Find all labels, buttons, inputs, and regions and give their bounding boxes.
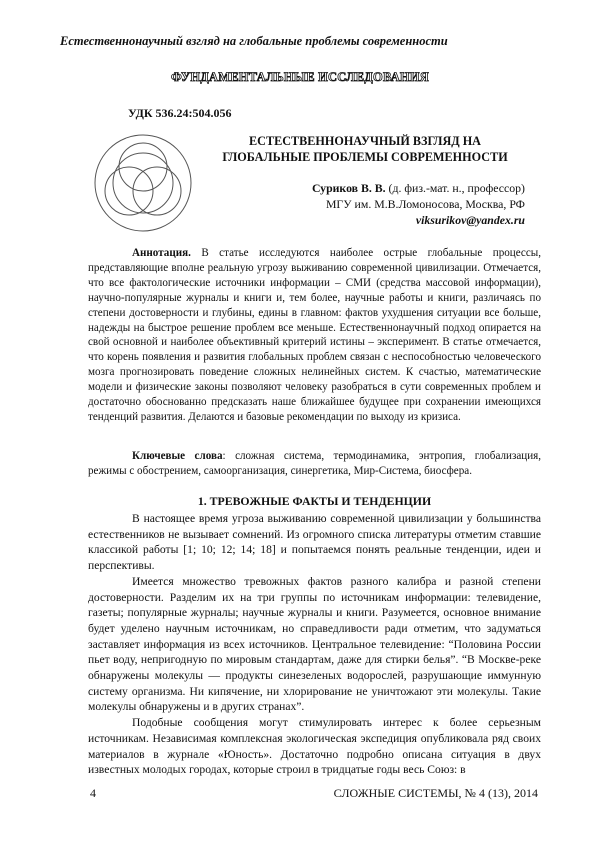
- keywords: [88, 449, 541, 479]
- section-body: [88, 511, 541, 778]
- section-banner: ФУНДАМЕНТАЛЬНЫЕ ИССЛЕДОВАНИЯ: [170, 70, 430, 84]
- author-line: [200, 180, 525, 196]
- author-email: viksurikov@yandex.ru: [415, 213, 525, 227]
- udc-code: УДК 536.24:504.056: [128, 106, 232, 120]
- paragraph: Имеется множество тревожных фактов разного калибра и разной степени достоверности. Разделим их на три группы по источникам информации: телевидение, газеты; популярные журналы; научные журналы и книги. Разумеется, основное внимание будет уделено научным источникам, но справедливости ради отметим, что задуматься заставляет информация из всех источников. Центральное телевидение: “Половина России пьет воду, непригодную по мировым стандартам, даже для стирки белья”. “В Москве-реке обнаружены молекулы — продукты синезеленых водорослей, разрушающие иммунную систему организма. Ни кипячение, ни хлорирование не уничтожают эти молекулы. Такие молекулы обнаружены и в других странах”.: [88, 574, 541, 714]
- abstract-text: В статье исследуются наиболее острые глобальные процессы, представляющие вполне реальную угрозу выживанию современной цивилизации. Отмечается, что все фактологические источники информации – СМИ (средства массовой информации), научно-популярные журналы и книги и, тем более, научные работы и книги, различаясь по степени достоверности и глубины, едины в главном: фактов ухудшения ситуации все больше, надежды на быстрое решение проблем все меньше. Естественнонаучный подход опирается на свой основной и наиболее объективный критерий истины – эксперимент. В статье отмечается, что корень появления и развития глобальных проблем связан с неспособностью человеческого мозга прогнозировать поведение сложных нелинейных систем. К счастью, математические модели и физические законы позволяют человеку разобраться в сути современных проблем и достаточно обоснованно предсказать наше ближайшее будущее при сохранении имеющихся тенденций развития. Делаются и базовые рекомендации по выходу из кризиса.: [88, 247, 541, 423]
- author-name: Суриков В. В.: [311, 181, 386, 195]
- abstract-label: Аннотация.: [132, 247, 191, 259]
- author-degree: (д. физ.-мат. н., профессор): [385, 181, 525, 195]
- page-number: 4: [90, 786, 96, 800]
- paragraph: Подобные сообщения могут стимулировать интерес к более серьезным источникам. Независимая комплексная экологическая экспедиция опубликовала ряд своих материалов в журнале «Юность». Достаточно подробно описана ситуация в двух известных молодых городах, которые строил в тридцатые годы весь Союз: в: [88, 716, 541, 777]
- keywords-text: : сложная система, термодинамика, энтропия, глобализация, режимы с обострением, самоорганизация, синергетика, Мир-Система, биосфера.: [88, 450, 542, 477]
- journal-logo-icon: [93, 133, 193, 233]
- section-heading: 1. ТРЕВОЖНЫЕ ФАКТЫ И ТЕНДЕНЦИИ: [197, 494, 432, 508]
- paragraph: В настоящее время угроза выживанию современной цивилизации у большинства естественников не вызывает сомнений. Из огромного списка литературы отметим ставшие классикой работы [1; 10; 12; 14; 18] и попытаемся понять реальные тенденции, идеи и перспективы.: [88, 512, 541, 573]
- journal-footer: СЛОЖНЫЕ СИСТЕМЫ, № 4 (13), 2014: [333, 786, 538, 800]
- abstract: [88, 246, 541, 425]
- author-info: [200, 180, 525, 228]
- title-line-1: ЕСТЕСТВЕННОНАУЧНЫЙ ВЗГЛЯД НА: [249, 134, 481, 148]
- running-title: Естественнонаучный взгляд на глобальные проблемы современности: [60, 34, 448, 48]
- article-title: [200, 133, 530, 165]
- title-line-2: ГЛОБАЛЬНЫЕ ПРОБЛЕМЫ СОВРЕМЕННОСТИ: [222, 150, 508, 164]
- keywords-label: Ключевые слова: [132, 450, 223, 462]
- affiliation: МГУ им. М.В.Ломоносова, Москва, РФ: [325, 197, 525, 211]
